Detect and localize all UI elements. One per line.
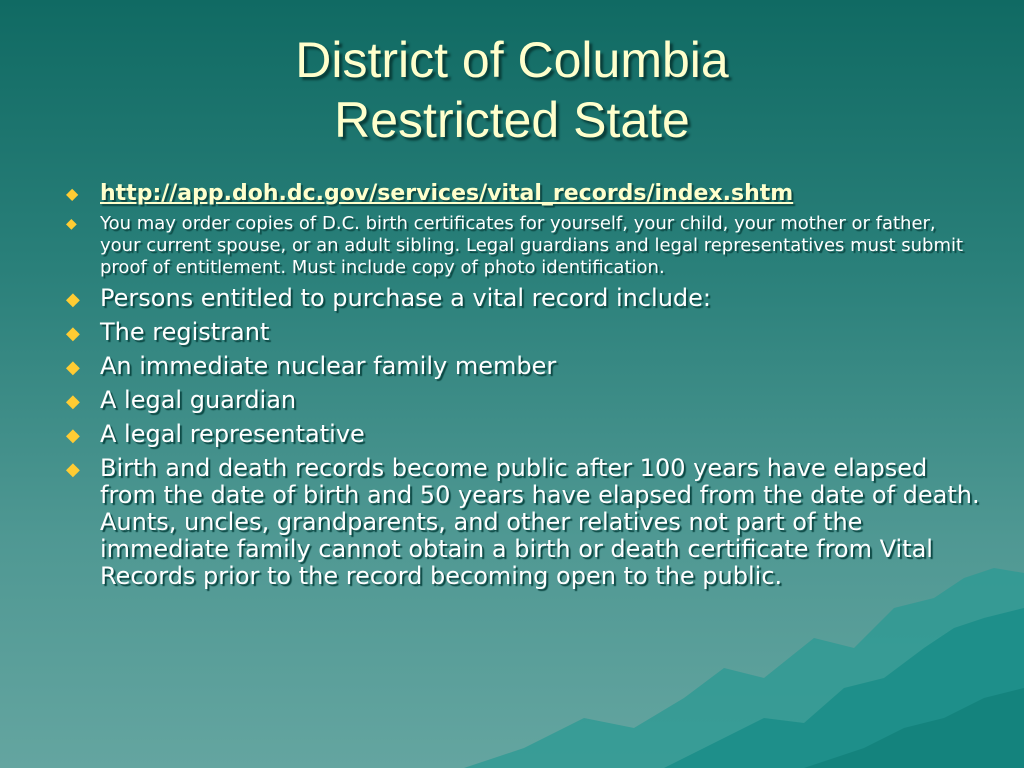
diamond-bullet-icon: ◆ <box>66 357 80 378</box>
list-item <box>60 455 980 590</box>
list-item <box>60 421 980 448</box>
list-item-text: Birth and death records become public after 100 years have elapsed from the date of birth and 50 years have elapsed from the date of death. Aunts, uncles, grandparents, and other relatives not part of the immediate family cannot obtain a birth or death certificate from Vital Records prior to the record becoming open to the public. <box>100 454 980 590</box>
list-item <box>60 180 980 207</box>
list-item <box>60 285 980 312</box>
diamond-bullet-icon: ◆ <box>66 323 80 344</box>
diamond-bullet-icon: ◆ <box>66 289 80 310</box>
list-item-text: A legal guardian <box>100 386 297 414</box>
list-item-text: The registrant <box>100 318 270 346</box>
diamond-bullet-icon: ◆ <box>66 184 79 203</box>
slide-title <box>0 30 1024 150</box>
list-item <box>60 387 980 414</box>
title-line-2: Restricted State <box>334 92 690 148</box>
list-item-text: A legal representative <box>100 420 365 448</box>
list-item <box>60 213 980 279</box>
diamond-bullet-icon: ◆ <box>66 459 80 480</box>
mountain-decoration <box>464 568 1024 768</box>
vital-records-link[interactable]: http://app.doh.dc.gov/services/vital_records/index.shtm <box>100 181 794 206</box>
bullet-list <box>60 180 980 597</box>
list-item <box>60 319 980 346</box>
list-item-text: An immediate nuclear family member <box>100 352 557 380</box>
diamond-bullet-icon: ◆ <box>66 391 80 412</box>
list-item-text: You may order copies of D.C. birth certificates for yourself, your child, your mother or father, your current spouse, or an adult sibling. Legal guardians and legal representatives must submit proof of entitlement. Must include copy of photo identification. <box>100 213 964 278</box>
list-item-text: Persons entitled to purchase a vital record include: <box>100 284 712 312</box>
diamond-bullet-icon: ◆ <box>66 425 80 446</box>
title-line-1: District of Columbia <box>295 32 729 88</box>
diamond-bullet-icon: ◆ <box>66 216 77 232</box>
list-item <box>60 353 980 380</box>
